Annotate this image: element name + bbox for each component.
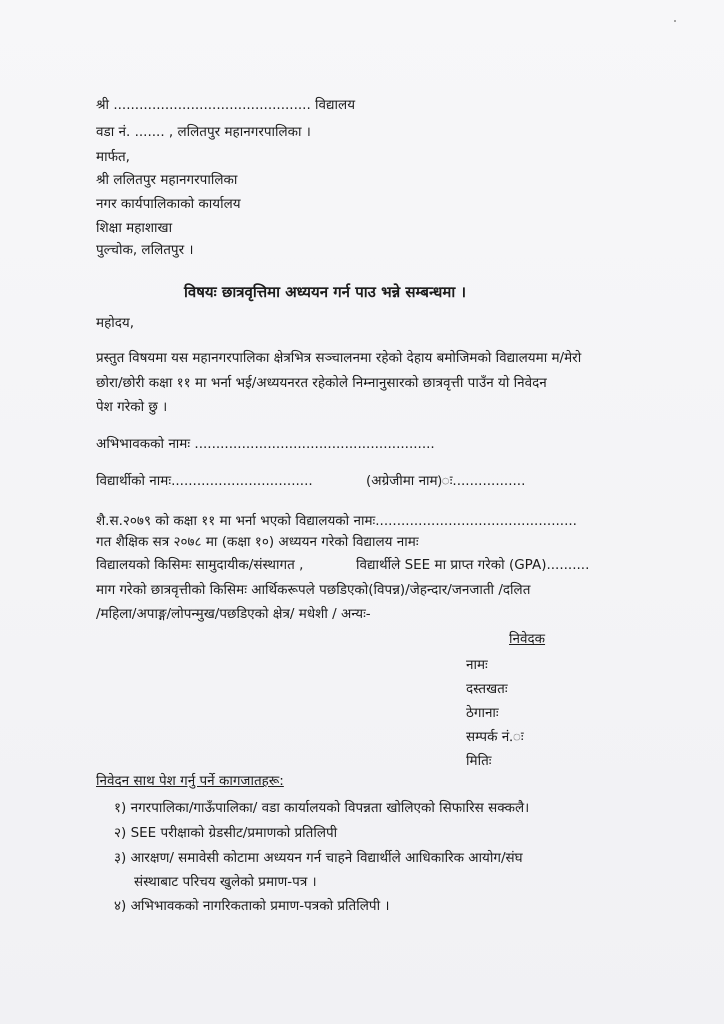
english-name-field: (अग्रेजीमा नाम)ः.................	[366, 473, 526, 489]
scan-speck	[674, 20, 676, 22]
guardian-name-field: अभिभावकको नामः ........................................................	[96, 436, 435, 452]
scholarship-type-line-2: /महिला/अपाङ्ग/लोपन्मुख/पछडिएको क्षेत्र/ मधेशी / अन्यः-	[96, 606, 371, 622]
via-label: मार्फत,	[96, 149, 130, 165]
school-address-line: श्री .............................................. विद्यालय	[96, 97, 356, 113]
school-2078-field: गत शैक्षिक सत्र २०७८ मा (कक्षा १०) अध्ययन गरेको विद्यालय नामः	[96, 534, 419, 550]
attachment-item-1: १) नगरपालिका/गाऊँपालिका/ वडा कार्यालयको विपन्नता खोलिएको सिफारिस सक्कलै।	[114, 800, 530, 816]
salutation: महोदय,	[96, 315, 135, 331]
office-line-4: पुल्चोक, ललितपुर ।	[96, 242, 194, 258]
attachment-item-4: ४) अभिभावकको नागरिकताको प्रमाण-पत्रको प्रतिलिपी ।	[114, 898, 390, 914]
school-type-field: विद्यालयको किसिमः सामुदायीक/संस्थागत ,	[96, 557, 304, 573]
attachments-heading: निवेदन साथ पेश गर्नु पर्ने कागजातहरू:	[96, 773, 284, 789]
applicant-address-label: ठेगानाः	[466, 705, 499, 721]
scholarship-type-line-1: माग गरेको छात्रवृत्तीको किसिमः आर्थिकरूपले पछडिएको(विपन्न)/जेहन्दार/जनजाती /दलित	[96, 582, 531, 598]
applicant-heading: निवेदक	[509, 631, 546, 647]
applicant-contact-label: सम्पर्क नं.ः	[466, 729, 524, 745]
attachment-item-3: ३) आरक्षण/ समावेसी कोटामा अध्ययन गर्न चाहने विद्यार्थीले आधिकारिक आयोग/संघ	[114, 850, 523, 866]
applicant-name-label: नामः	[466, 657, 488, 673]
office-line-1: श्री ललितपुर महानगरपालिका	[96, 172, 238, 188]
body-line-2: छोरा/छोरी कक्षा ११ मा भर्ना भई/अध्ययनरत रहेकोले निम्नानुसारको छात्रवृत्ती पाउँन यो निवेदन	[96, 375, 547, 391]
ward-line: वडा नं. ....... , ललितपुर महानगरपालिका ।	[96, 124, 311, 140]
gpa-field: विद्यार्थीले SEE मा प्राप्त गरेको (GPA)..........	[356, 557, 590, 573]
body-line-1: प्रस्तुत विषयमा यस महानगरपालिका क्षेत्रभित्र सञ्चालनमा रहेको देहाय बमोजिमको विद्यालयमा म/मेरो	[96, 350, 582, 366]
attachment-item-3-cont: संस्थाबाट परिचय खुलेको प्रमाण-पत्र ।	[134, 874, 317, 890]
applicant-signature-label: दस्तखतः	[466, 681, 508, 697]
attachment-item-2: २) SEE परीक्षाको ग्रेडसीट/प्रमाणको प्रतिलिपी	[114, 825, 338, 841]
office-line-2: नगर कार्यपालिकाको कार्यालय	[96, 196, 241, 212]
subject-heading: विषयः छात्रवृत्तिमा अध्ययन गर्न पाउ भन्ने सम्बन्धमा ।	[184, 283, 467, 301]
applicant-date-label: मितिः	[466, 753, 492, 769]
office-line-3: शिक्षा महाशाखा	[96, 220, 173, 236]
body-line-3: पेश गरेको छु ।	[96, 399, 168, 415]
school-2079-field: शै.स.२०७९ को कक्षा ११ मा भर्ना भएको विद्यालयको नामः...............................................	[96, 513, 577, 529]
student-name-field: विद्यार्थीको नामः.................................	[96, 473, 313, 489]
